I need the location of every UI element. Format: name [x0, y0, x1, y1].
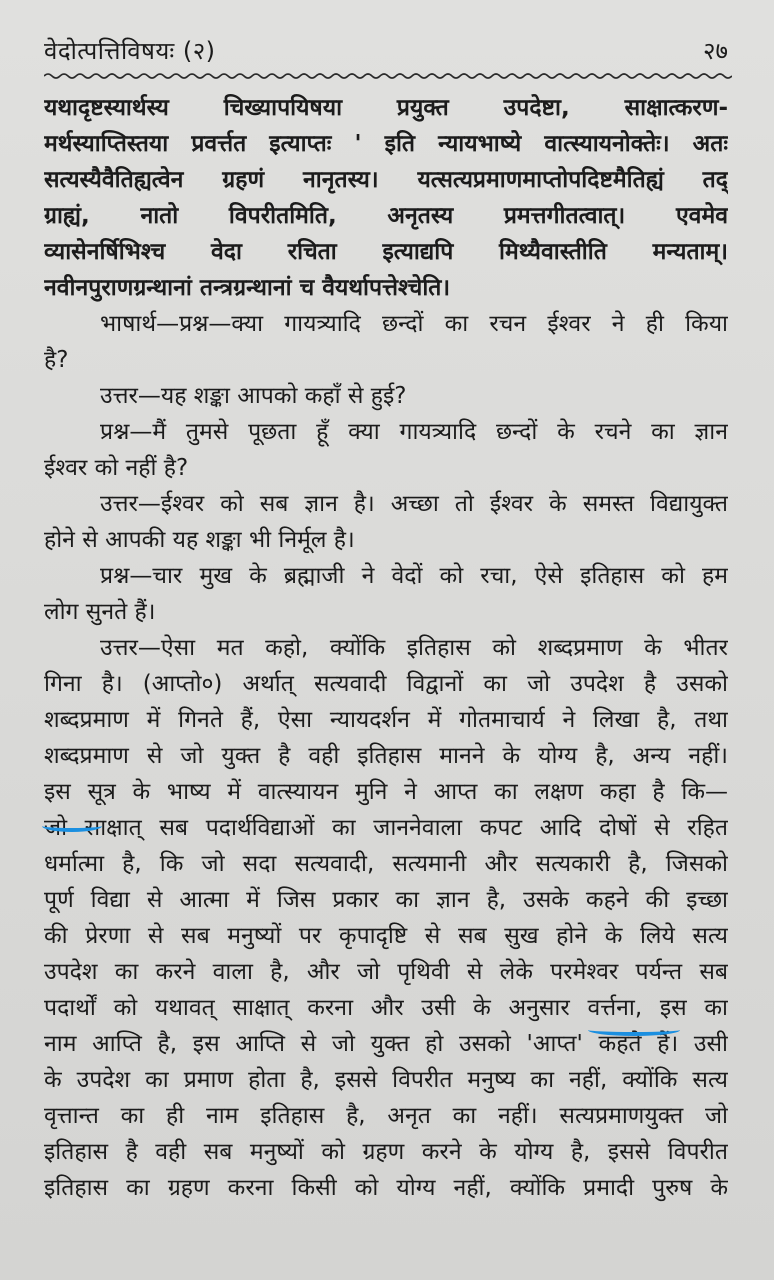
hindi-line: है? [44, 347, 69, 373]
running-head: वेदोत्पत्तिविषयः (२) [44, 37, 216, 65]
hindi-line: धर्मात्मा है, कि जो सदा सत्यवादी, सत्यमानी और सत्यकारी है, जिसको [44, 851, 728, 877]
page-header [44, 30, 728, 70]
hindi-line: जो साक्षात् सब पदार्थविद्याओं का जाननेवाला कपट आदि दोषों से रहित [44, 815, 728, 841]
hindi-line: उत्तर—ईश्वर को सब ज्ञान है। अच्छा तो ईश्वर के समस्त विद्यायुक्त [100, 491, 728, 517]
hindi-line: प्रश्न—चार मुख के ब्रह्माजी ने वेदों को रचा, ऐसे इतिहास को हम [100, 563, 728, 589]
hindi-line: शब्दप्रमाण में गिनते हैं, ऐसा न्यायदर्शन में गोतमाचार्य ने लिखा है, तथा [44, 707, 728, 733]
pen-underline-mark [588, 1024, 680, 1036]
hindi-line: पूर्ण विद्या से आत्मा में जिस प्रकार का ज्ञान है, उसके कहने की इच्छा [44, 887, 728, 913]
hindi-line: की प्रेरणा से सब मनुष्यों पर कृपादृष्टि से सब सुख होने के लिये सत्य [44, 923, 728, 949]
wavy-header-rule [44, 72, 732, 80]
hindi-line: इतिहास है वही सब मनुष्यों को ग्रहण करने के योग्य है, इससे विपरीत [44, 1139, 728, 1165]
sanskrit-line: नवीनपुराणग्रन्थानां तन्त्रग्रन्थानां च वैयर्थापत्तेश्चेति। [44, 275, 451, 301]
hindi-line: होने से आपकी यह शङ्का भी निर्मूल है। [44, 527, 355, 553]
sanskrit-line: यथादृष्टस्यार्थस्य चिख्यापयिषया प्रयुक्त उपदेष्टा, साक्षात्करण- [44, 95, 728, 121]
page-number: २७ [703, 37, 728, 65]
hindi-line: प्रश्न—मैं तुमसे पूछता हूँ क्या गायत्र्यादि छन्दों के रचने का ज्ञान [100, 419, 728, 445]
sanskrit-line: व्यासेनर्षिभिश्च वेदा रचिता इत्याद्यपि मिथ्यैवास्तीति मन्यताम्। [44, 239, 728, 265]
hindi-line: उत्तर—यह शङ्का आपको कहाँ से हुई? [100, 383, 407, 409]
hindi-line: लोग सुनते हैं। [44, 599, 156, 625]
hindi-line: भाषार्थ—प्रश्न—क्या गायत्र्यादि छन्दों का रचन ईश्वर ने ही किया [100, 311, 728, 337]
pen-underline-mark [42, 820, 102, 832]
sanskrit-line: सत्यस्यैवैतिह्यत्वेन ग्रहणं नानृतस्य। यत्सत्यप्रमाणमाप्तोपदिष्टमैतिह्यं तद् [44, 167, 728, 193]
hindi-line: उपदेश का करने वाला है, और जो पृथिवी से लेके परमेश्वर पर्यन्त सब [44, 959, 728, 985]
hindi-line: गिना है। (आप्तो०) अर्थात् सत्यवादी विद्वानों का जो उपदेश है उसको [44, 671, 728, 697]
hindi-line: के उपदेश का प्रमाण होता है, इससे विपरीत मनुष्य का नहीं, क्योंकि सत्य [44, 1067, 728, 1093]
hindi-line: नाम आप्ति है, इस आप्ति से जो युक्त हो उसको 'आप्त' कहते हैं। उसी [44, 1031, 728, 1057]
hindi-line: ईश्वर को नहीं है? [44, 455, 189, 481]
hindi-line: उत्तर—ऐसा मत कहो, क्योंकि इतिहास को शब्दप्रमाण के भीतर [100, 635, 728, 661]
sanskrit-line: मर्थस्याप्तिस्तया प्रवर्त्तत इत्याप्तः ' इति न्यायभाष्ये वात्स्यायनोक्तेः। अतः [44, 131, 728, 157]
hindi-line: पदार्थों को यथावत् साक्षात् करना और उसी के अनुसार वर्त्तना, इस का [44, 995, 728, 1021]
hindi-line: इतिहास का ग्रहण करना किसी को योग्य नहीं, क्योंकि प्रमादी पुरुष के [44, 1175, 728, 1201]
sanskrit-line: ग्राह्यं, नातो विपरीतमिति, अनृतस्य प्रमत्तगीतत्वात्। एवमेव [44, 203, 728, 229]
hindi-line: इस सूत्र के भाष्य में वात्स्यायन मुनि ने आप्त का लक्षण कहा है कि— [44, 779, 728, 805]
hindi-line: वृत्तान्त का ही नाम इतिहास है, अनृत का नहीं। सत्यप्रमाणयुक्त जो [44, 1103, 728, 1129]
hindi-line: शब्दप्रमाण से जो युक्त है वही इतिहास मानने के योग्य है, अन्य नहीं। [44, 743, 728, 769]
